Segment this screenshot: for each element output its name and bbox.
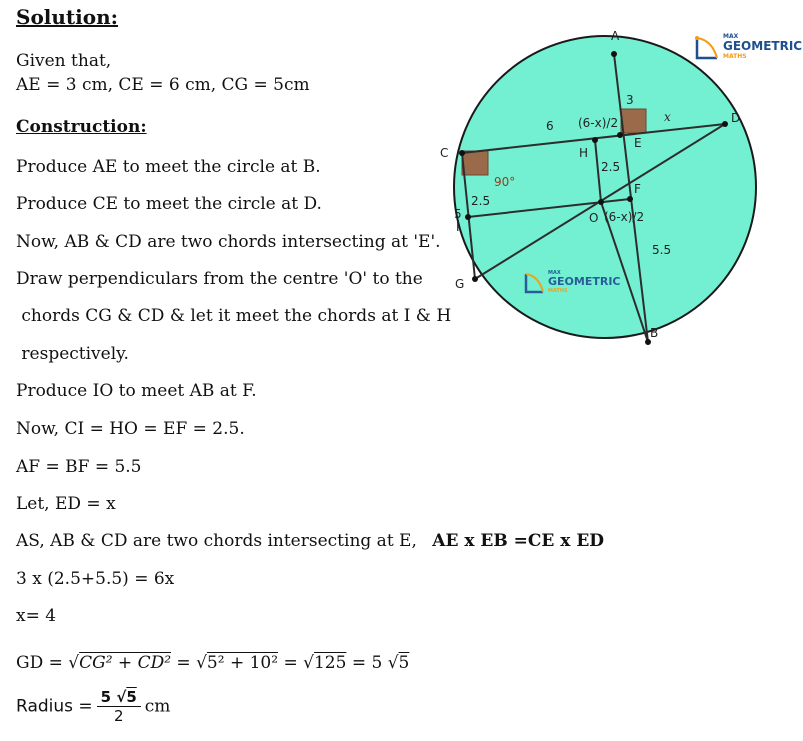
step-8: Now, CI = HO = EF = 2.5. [16, 419, 245, 439]
step-2: Produce CE to meet the circle at D. [16, 194, 322, 214]
construction-heading: Construction: [16, 117, 147, 137]
point-e [617, 132, 623, 138]
point-d [722, 121, 728, 127]
measure-ho: 2.5 [601, 160, 621, 174]
measure-ae: 3 [626, 93, 634, 107]
step-1: Produce AE to meet the circle at B. [16, 157, 321, 177]
label-o: O [589, 211, 599, 225]
step-5: chords CG & CD & let it meet the chords at I & H [16, 306, 452, 326]
point-f [627, 196, 633, 202]
label-f: F [634, 182, 641, 196]
label-a: A [611, 29, 620, 43]
measure-angle: 90° [494, 175, 516, 189]
step-9: AF = BF = 5.5 [16, 457, 142, 477]
given-intro: Given that, [16, 51, 112, 71]
right-angle-e [621, 109, 646, 133]
given-values: AE = 3 cm, CE = 6 cm, CG = 5cm [16, 75, 310, 95]
theorem-formula: AE x EB =CE x ED [432, 531, 605, 551]
measure-ci: 2.5 [471, 194, 491, 208]
theorem-text: AS, AB & CD are two chords intersecting at E, [16, 531, 417, 551]
right-angle-c [462, 151, 488, 175]
radius-fraction: $\frac{5 √5}{2}$ [97, 688, 141, 725]
step-4: Draw perpendiculars from the centre 'O' to the [16, 269, 423, 289]
point-i [465, 214, 471, 220]
step-7: Produce IO to meet AB at F. [16, 381, 257, 401]
svg-text:MAX: MAX [723, 33, 739, 40]
label-h: H [579, 146, 589, 160]
measure-cg: 5 [454, 207, 462, 221]
measure-ed: x [664, 110, 671, 124]
step-6: respectively. [16, 344, 129, 364]
label-e: E [634, 136, 642, 150]
svg-text:GEOMETRIC: GEOMETRIC [548, 275, 621, 288]
measure-ce-half: (6-x)/2 [578, 116, 619, 130]
radius-equation: Radius = $\frac{5 √5}{2}$ cm [16, 688, 171, 725]
step-10: Let, ED = x [16, 494, 116, 514]
label-d: D [731, 111, 741, 125]
solution-heading: Solution: [16, 5, 119, 29]
point-o [598, 199, 604, 205]
measure-fb: 5.5 [652, 243, 672, 257]
svg-text:MAX: MAX [548, 270, 561, 276]
logo-top [695, 33, 802, 60]
solution-x: x= 4 [16, 606, 57, 626]
point-a [611, 51, 617, 57]
label-i: I [456, 220, 460, 234]
point-c [459, 150, 465, 156]
svg-text:MATHS: MATHS [723, 53, 747, 60]
gd-equation: GD = √CG² + CD² = √5² + 10² = √125 = 5 √5 [16, 653, 410, 673]
measure-of: (6-x)/2 [604, 210, 645, 224]
svg-text:MATHS: MATHS [548, 288, 568, 294]
equation: 3 x (2.5+5.5) = 6x [16, 569, 175, 589]
label-g: G [455, 277, 465, 291]
measure-ce: 6 [546, 119, 554, 133]
point-h [592, 137, 598, 143]
point-g [472, 276, 478, 282]
label-c: C [440, 146, 449, 160]
label-b: B [650, 326, 659, 340]
step-3: Now, AB & CD are two chords intersecting at 'E'. [16, 232, 441, 252]
svg-text:GEOMETRIC: GEOMETRIC [723, 39, 803, 53]
